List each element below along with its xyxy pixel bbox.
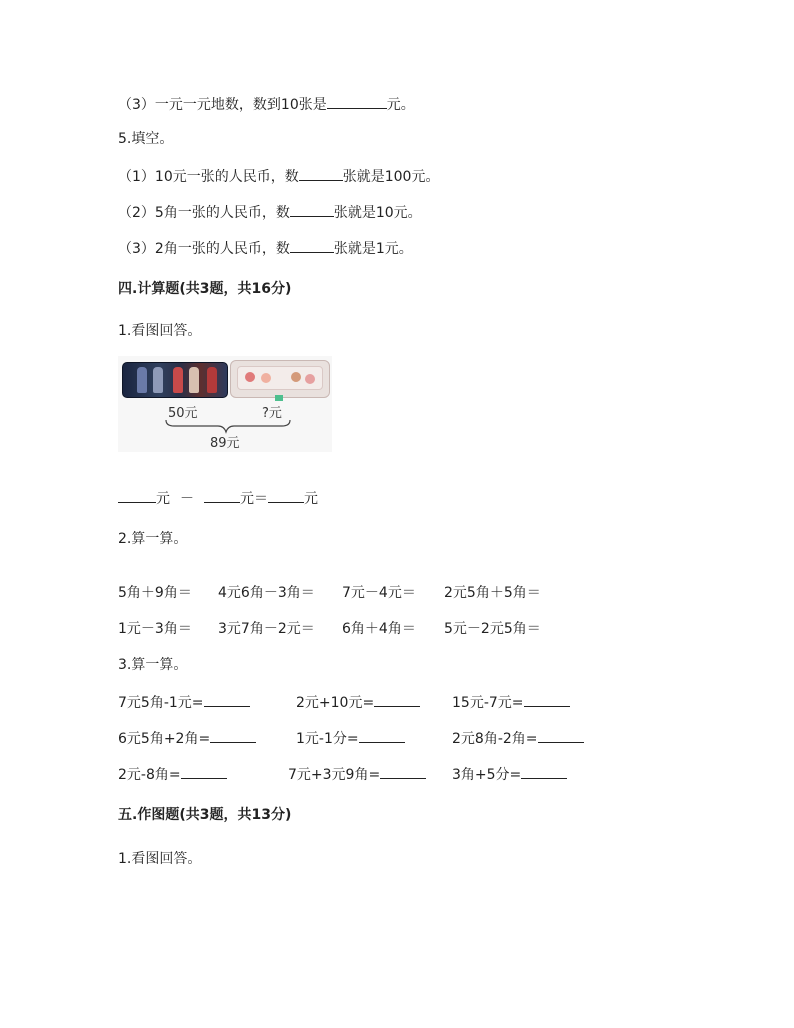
answer-blank[interactable]	[359, 728, 405, 743]
price-left: 50元	[168, 406, 198, 421]
q5-title: 5.填空。	[118, 131, 174, 147]
answer-blank[interactable]	[380, 764, 426, 779]
answer-blank[interactable]	[210, 728, 256, 743]
answer-blank[interactable]	[204, 692, 250, 707]
q5-item-1: （1）10元一张的人民币，数 张就是100元。	[118, 166, 439, 186]
price-total: 89元	[210, 436, 240, 451]
q5-item-3: （3）2角一张的人民币，数 张就是1元。	[118, 238, 413, 258]
answer-blank[interactable]	[327, 94, 387, 109]
q5-item-2: （2）5角一张的人民币，数 张就是10元。	[118, 202, 422, 222]
part5-heading: 五.作图题(共3题，共13分)	[118, 807, 292, 823]
pencil-case-figure	[118, 356, 332, 452]
price-right: ?元	[262, 406, 282, 421]
answer-blank[interactable]	[268, 488, 304, 503]
answer-blank[interactable]	[521, 764, 567, 779]
part4-heading: 四.计算题(共3题，共16分)	[118, 281, 292, 297]
answer-blank[interactable]	[290, 202, 334, 217]
q3-count-line: （3）一元一元地数，数到10张是 元。	[118, 94, 415, 114]
part4-q1-title: 1.看图回答。	[118, 323, 202, 339]
q1-equation: 元 － 元＝ 元	[118, 488, 318, 508]
part4-q3-title: 3.算一算。	[118, 657, 188, 673]
answer-blank[interactable]	[524, 692, 570, 707]
part4-q2-title: 2.算一算。	[118, 531, 188, 547]
part5-q1-title: 1.看图回答。	[118, 851, 202, 867]
answer-blank[interactable]	[299, 166, 343, 181]
answer-blank[interactable]	[290, 238, 334, 253]
answer-blank[interactable]	[374, 692, 420, 707]
answer-blank[interactable]	[181, 764, 227, 779]
answer-blank[interactable]	[118, 488, 156, 503]
answer-blank[interactable]	[538, 728, 584, 743]
answer-blank[interactable]	[204, 488, 240, 503]
